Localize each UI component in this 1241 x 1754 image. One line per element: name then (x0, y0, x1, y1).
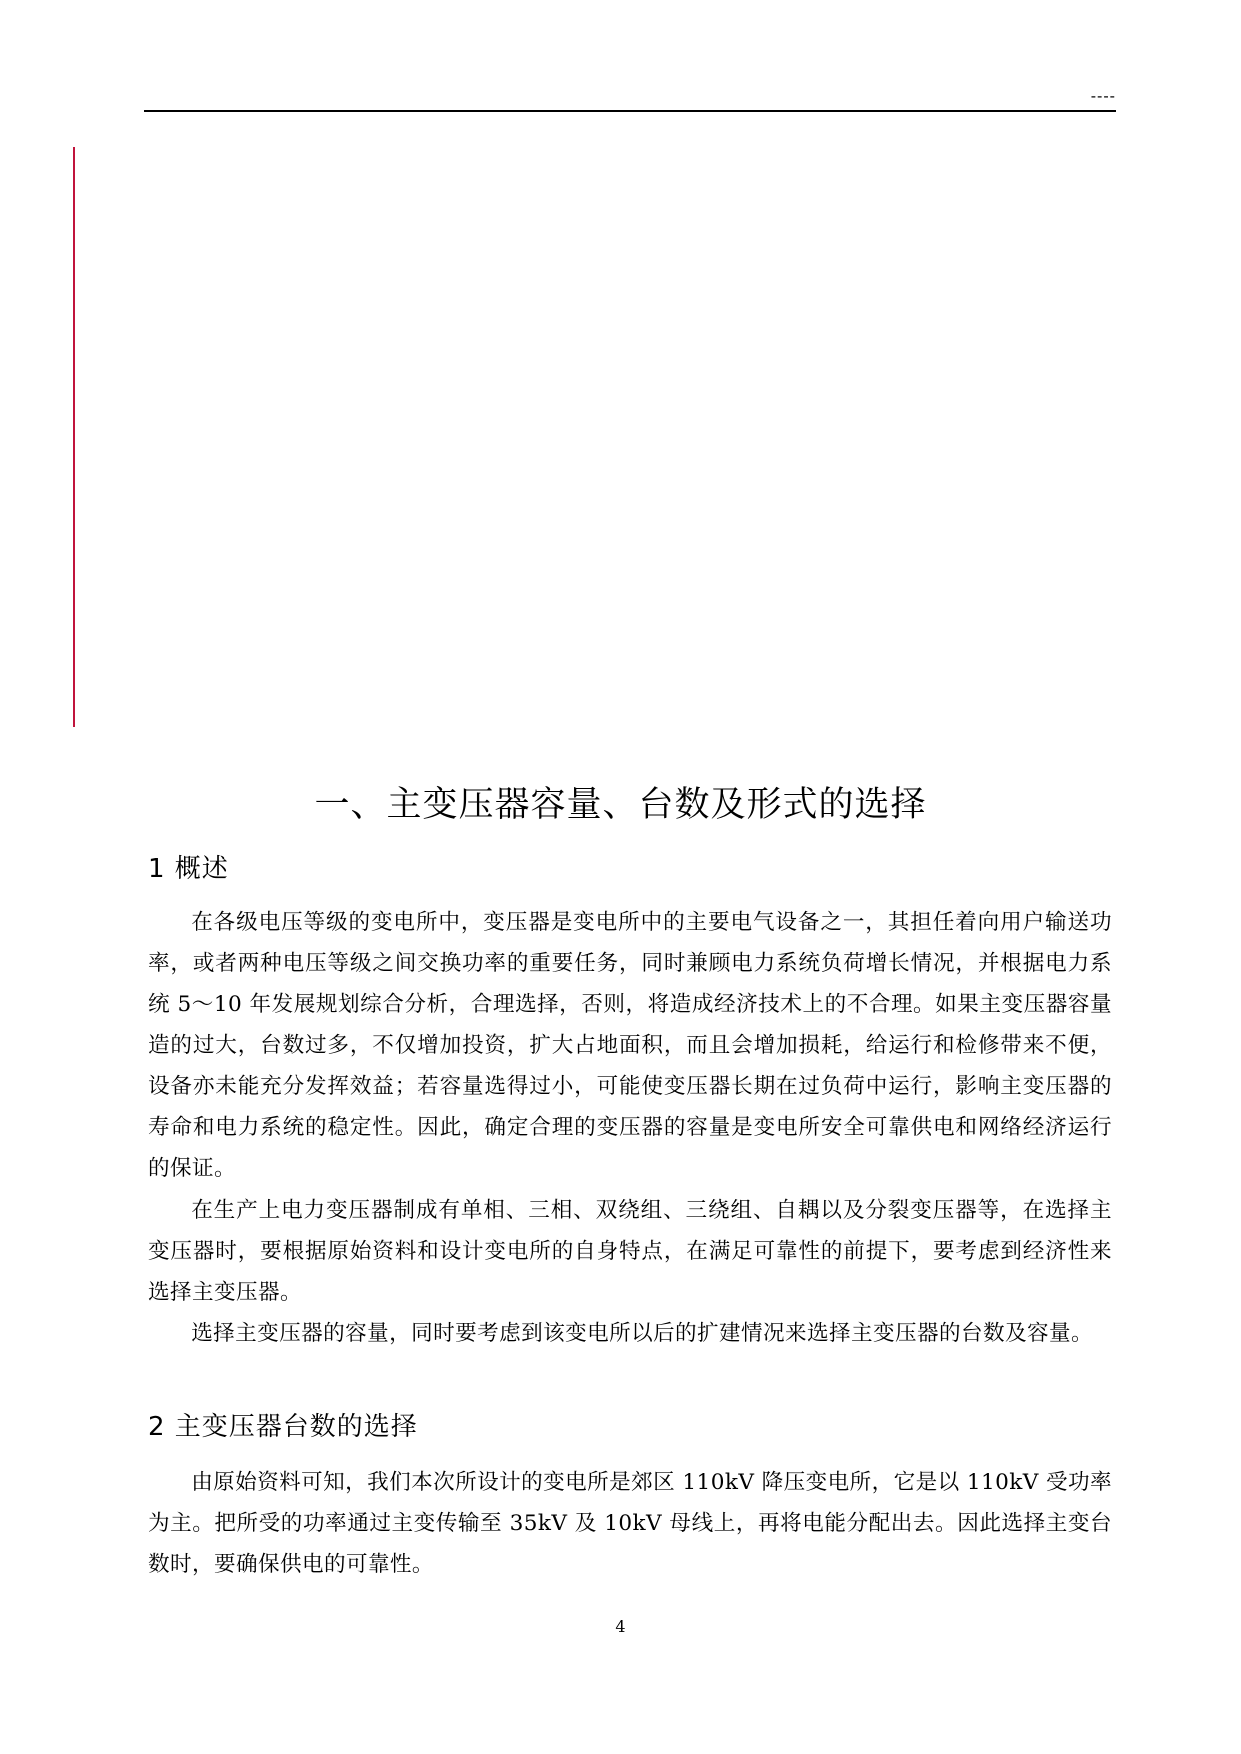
paragraph: 由原始资料可知，我们本次所设计的变电所是郊区 110kV 降压变电所，它是以 110kV 受功率为主。把所受的功率通过主变传输至 35kV 及 10kV 母线上，再将电能分配出去。因此选择主变台数时，要确保供电的可靠性。 (148, 1470, 1112, 1577)
page-number: 4 (615, 1617, 626, 1636)
section-title-overview: 1 概述 (148, 854, 229, 884)
header-rule (144, 110, 1116, 112)
paragraph: 在生产上电力变压器制成有单相、三相、双绕组、三绕组、自耦以及分裂变压器等，在选择主变压器时，要根据原始资料和设计变电所的自身特点，在满足可靠性的前提下，要考虑到经济性来选择主变压器。 (148, 1198, 1112, 1305)
paragraph: 选择主变压器的容量，同时要考虑到该变电所以后的扩建情况来选择主变压器的台数及容量。 (191, 1321, 1093, 1346)
chapter-title: 一、主变压器容量、台数及形式的选择 (314, 785, 927, 825)
paragraph: 在各级电压等级的变电所中，变压器是变电所中的主要电气设备之一，其担任着向用户输送功率，或者两种电压等级之间交换功率的重要任务，同时兼顾电力系统负荷增长情况，并根据电力系统 5～10 年发展规划综合分析，合理选择，否则，将造成经济技术上的不合理。如果主变压器容量造的过大，台数过多，不仅增加投资，扩大占地面积，而且会增加损耗，给运行和检修带来不便，设备亦未能充分发挥效益；若容量选得过小，可能使变压器长期在过负荷中运行，影响主变压器的寿命和电力系统的稳定性。因此，确定合理的变压器的容量是变电所安全可靠供电和网络经济运行的保证。 (148, 910, 1112, 1181)
margin-bar (73, 147, 75, 727)
header-mark: ---- (1090, 88, 1116, 105)
section-title-transformer-count: 2 主变压器台数的选择 (148, 1412, 418, 1442)
